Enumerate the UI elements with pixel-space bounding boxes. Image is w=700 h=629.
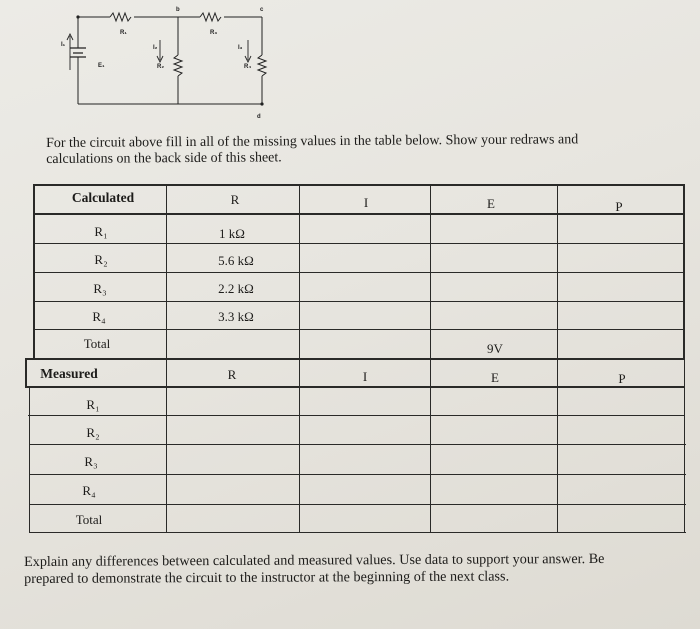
measured-header-i: I	[362, 369, 368, 384]
calculated-header-i: I	[363, 195, 369, 210]
calculated-r2-resistance: 5.6 kΩ	[218, 253, 254, 268]
measured-row-label: Total	[75, 512, 103, 527]
footer-text	[24, 551, 684, 588]
measured-header-r: R	[227, 367, 237, 382]
calculated-r1-resistance: 1 kΩ	[219, 226, 245, 241]
calculated-header-r: R	[230, 192, 240, 207]
label-i2: I₂	[153, 45, 158, 51]
measured-header-p: P	[618, 371, 626, 386]
label-r4: R₄	[244, 64, 252, 70]
calculated-row-label: R₄	[92, 309, 106, 324]
measured-header-e: E	[491, 370, 499, 385]
calculated-header-e: E	[487, 196, 495, 211]
calculated-header-p: P	[615, 199, 623, 214]
label-r3: R₃	[210, 30, 218, 36]
calculated-header-label: Calculated	[71, 190, 135, 205]
label-i3: I₃	[238, 45, 243, 51]
footer-line-1: Explain any differences between calculated and measured values. Use data to support your answer. Be	[24, 550, 605, 570]
label-r1: R₁	[120, 30, 127, 36]
measured-row-label: R₂	[86, 425, 100, 440]
label-node-d: d	[257, 114, 261, 120]
label-node-c: c	[260, 7, 264, 13]
calculated-total-voltage: 9V	[487, 341, 503, 356]
label-node-b: b	[176, 7, 180, 13]
footer-line-2: prepared to demonstrate the circuit to the instructor at the beginning of the next class.	[24, 568, 510, 587]
calculated-row-label: R₁	[94, 224, 108, 239]
instructions-line-2: calculations on the back side of this sheet.	[46, 150, 282, 167]
label-r2: R₂	[157, 64, 164, 70]
measured-row-label: R₃	[84, 454, 98, 469]
calculated-row-label: R₃	[93, 281, 107, 296]
instructions-line-1: For the circuit above fill in all of the missing values in the table below. Show your redraws and	[46, 132, 579, 151]
measured-row-label: R₁	[86, 397, 100, 412]
calculated-row-label: R₂	[94, 252, 108, 267]
calculated-row-label: Total	[83, 336, 111, 351]
calculated-r3-resistance: 2.2 kΩ	[218, 281, 254, 296]
label-i1: I₁	[61, 42, 66, 48]
label-e1: E₁	[98, 63, 105, 69]
measured-header-label: Measured	[40, 366, 98, 381]
calculated-r4-resistance: 3.3 kΩ	[218, 309, 254, 324]
measured-row-label: R₄	[82, 483, 96, 498]
